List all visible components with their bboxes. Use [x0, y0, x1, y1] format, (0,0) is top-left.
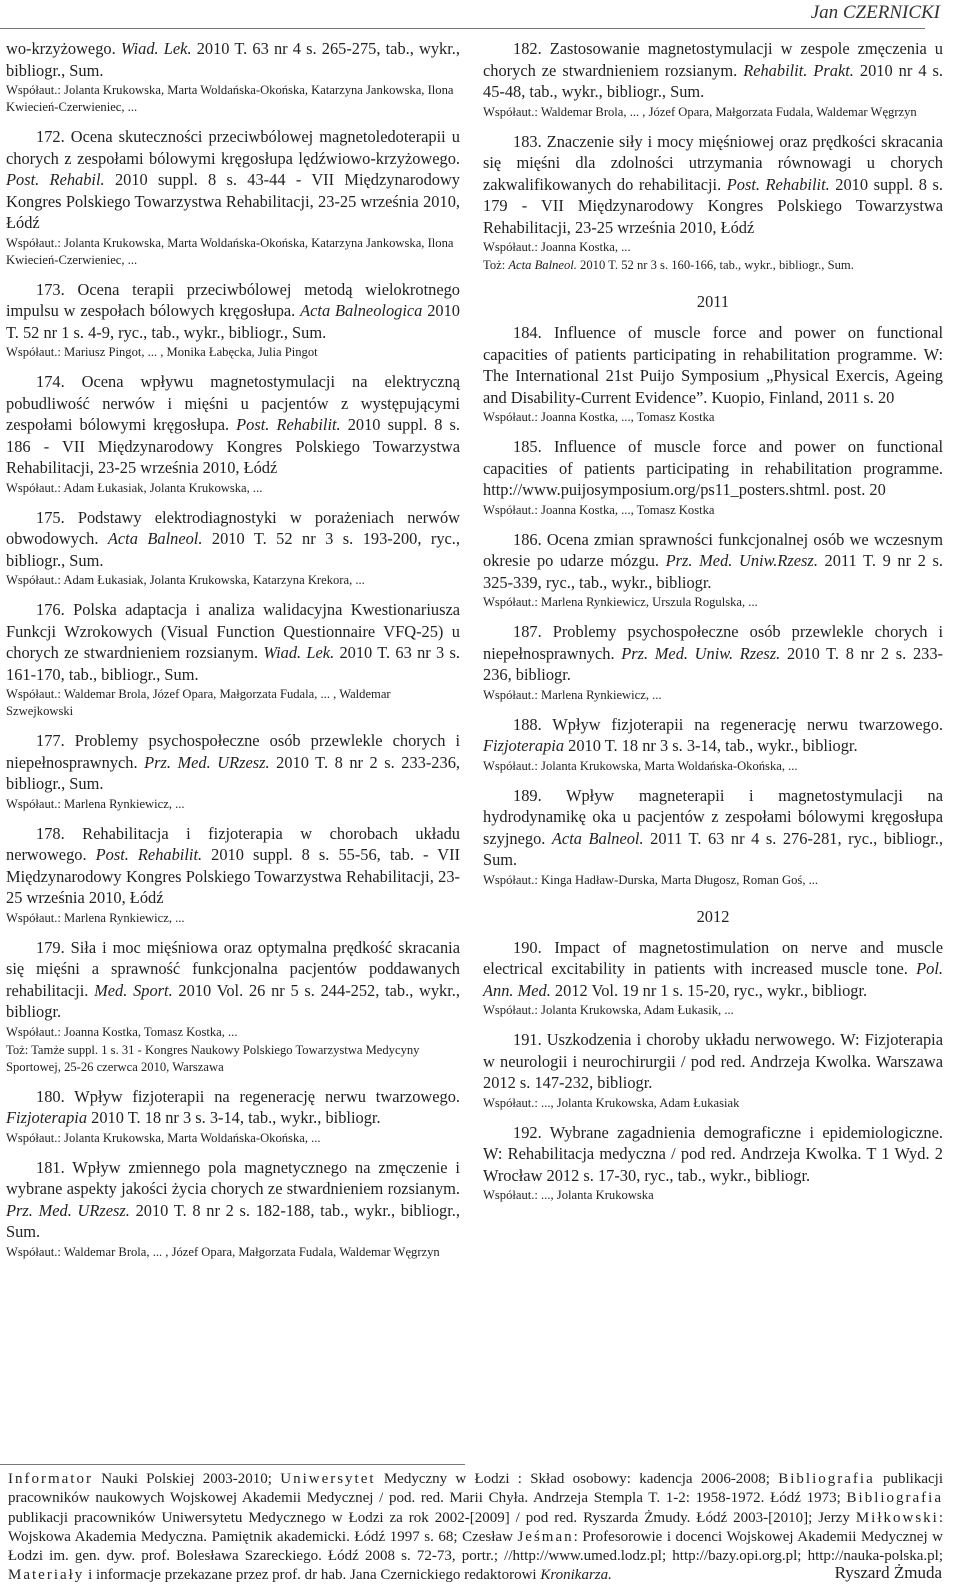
entry-coauthors: Współaut.: Mariusz Pingot, ... , Monika Łabęcka, Julia Pingot — [6, 345, 318, 359]
entry-journal: Acta Balneologica — [300, 301, 423, 320]
bibliography-entry — [483, 714, 943, 785]
entry-coauthors: Współaut.: Joanna Kostka, ..., Tomasz Kostka — [483, 502, 715, 517]
bibliography-entry — [6, 507, 460, 600]
entry-coauthors: Współaut.: ..., Jolanta Krukowska — [483, 1188, 654, 1202]
bibliography-entry — [483, 38, 943, 131]
entry-journal: Post. Rehabilit. — [236, 415, 341, 434]
entry-journal: Acta Balneol. — [107, 529, 203, 548]
entry-citation — [6, 1157, 460, 1243]
right-column — [483, 38, 943, 1214]
entry-citation — [483, 785, 943, 871]
entry-details: 2010 T. 52 nr 3 s. 193-200, ryc., bibliogr., Sum. — [6, 529, 461, 570]
entry-journal: Prz. Med. Uniw. Rzesz. — [621, 643, 781, 663]
bibliography-entry — [483, 937, 943, 1030]
entry-coauthors: Współaut.: Marlena Rynkiewicz, Urszula Rogulska, ... — [483, 595, 758, 609]
entry-citation — [6, 937, 460, 1023]
entry-coauthors: Współaut.: Joanna Kostka, ... — [483, 240, 631, 254]
entry-details: 2010 T. 63 nr 4 s. 265-275, tab., wykr., bibliogr., Sum. — [6, 39, 460, 80]
entry-journal: Fizjoterapia — [6, 1108, 88, 1127]
fn-part: Bibliografia — [778, 1471, 875, 1487]
entry-coauthors: Współaut.: Marlena Rynkiewicz, ... — [6, 910, 185, 925]
header-rule — [0, 28, 925, 29]
entry-title: 181. Wpływ zmiennego pola magnetycznego na zmęczenie i wybrane aspekty jakości życia chorych ze stwardnieniem rozsianym. — [6, 1157, 460, 1198]
bibliography-entry — [483, 131, 943, 285]
entry-title: 182. Zastosowanie magnetostymulacji w zespole zmęczenia u chorych ze stwardnieniem rozsianym. — [483, 39, 943, 80]
entry-citation — [483, 436, 943, 501]
entry-title: 179. Siła i moc mięśniowa oraz optymalna prędkość skracania się mięśni a sprawność funkcjonalna pacjentów poddawanych rehabilitacji. — [6, 937, 460, 1000]
entry-citation — [6, 279, 460, 344]
entry-details: 2010 suppl. 8 s. 186 - VII Międzynarodowy Kongres Polskiego Towarzystwa Rehabilitacji, 23-25 września 2010, Łódź — [6, 415, 460, 477]
entry-title: 183. Znaczenie siły i mocy mięśniowej oraz prędkości skracania się mięśni dla zdolności utrzymania równowagi u chorych zakwalifikowanych do rehabilitacji. — [483, 131, 943, 194]
fn-part: : Profesorowie i docenci Wojskowej Akademii Medycznej w Łodzi im. gen. dyw. prof. Bolesława Szareckiego. Łódź 2008 s. 72-73, portr.; //http://www.umed.lodz.pl; http://bazy.opi.org.pl; http://nauka-polska.pl; — [8, 1528, 943, 1565]
entry-title: wo-krzyżowego. — [6, 39, 121, 58]
entry-coauthors: Współaut.: Jolanta Krukowska, Marta Woldańska-Okońska, Katarzyna Jankowska, Ilona Kwiecień-Czerwieniec, ... — [6, 235, 454, 267]
fn-part: Kronikarza. — [540, 1567, 612, 1584]
fn-part: : Wojskowa Akademia Medyczna. Pamiętnik akademicki. Łódź 1997 s. 68; Czesław — [8, 1509, 943, 1545]
entry-citation — [483, 529, 943, 594]
entry-citation — [483, 714, 943, 757]
entry-title: 184. Influence of muscle force and power on functional capacities of patients participating in rehabilitation programme. W: The International 21st Puijo Symposium „Physical Exercis, Ageing and Disability-Current Evidence”. Kuopio, Finland, 2011 s. 20 — [483, 323, 943, 407]
fn-part: publikacji pracowników Uniwersytetu Medycznego w Łodzi za rok 2002-[2009] / pod red. Ryszarda Żmudy. Łódź 2003-[2010]; Jerzy — [8, 1509, 856, 1526]
entry-journal: Prz. Med. URzesz. — [144, 752, 270, 772]
entry-details: 2010 suppl. 8 s. 55-56, tab. - VII Międzynarodowy Kongres Polskiego Towarzystwa Rehabilitacji, 23-25 września 2010, Łódź — [6, 845, 460, 907]
entry-citation — [6, 126, 460, 234]
fn-part: Nauki Polskiej 2003-2010; — [92, 1471, 281, 1487]
entry-journal: Med. Sport. — [94, 980, 173, 1000]
entry-citation — [6, 823, 460, 909]
entry-coauthors: Współaut.: Jolanta Krukowska, Marta Woldańska-Okońska, ... — [483, 758, 798, 773]
entry-coauthors: Współaut.: Marlena Rynkiewicz, ... — [6, 796, 185, 811]
fn-part: Uniwersytet — [280, 1471, 376, 1487]
entry-citation — [483, 1029, 943, 1094]
entry-citation — [483, 621, 943, 686]
bibliography-entry — [6, 937, 460, 1086]
bibliography-entry — [483, 529, 943, 622]
year-heading: 2011 — [696, 292, 730, 311]
left-column — [6, 38, 460, 1271]
entry-coauthors: Współaut.: Marlena Rynkiewicz, ... — [483, 687, 662, 702]
fn-part: Medyczny w Łodzi : Skład osobowy: kadencja 2006-2008; — [375, 1471, 779, 1487]
entry-journal: Post. Rehabilit. — [95, 845, 203, 864]
entry-citation — [483, 1122, 943, 1187]
entry-reprint-note — [483, 257, 943, 274]
entry-title: 176. Polska adaptacja i analiza walidacyjna Kwestionariusza Funkcji Wzrokowych (Visual Function Questionnaire VFQ-25) u chorych ze stwardnieniem rozsianym. — [6, 600, 460, 662]
entry-details: 2012 Vol. 19 nr 1 s. 15-20, ryc., wykr., bibliogr. — [550, 980, 868, 1000]
entry-coauthors: Współaut.: ..., Jolanta Krukowska, Adam Łukasiak — [483, 1095, 740, 1110]
entry-title: 190. Impact of magnetostimulation on nerve and muscle electrical excitability in patients with increased muscle tone. — [483, 937, 943, 978]
entry-details: 2010 T. 52 nr 1 s. 4-9, ryc., tab., wykr., bibliogr., Sum. — [6, 301, 461, 342]
entry-coauthors: Współaut.: Jolanta Krukowska, Marta Woldańska-Okońska, Katarzyna Jankowska, Ilona Kwiecień-Czerwieniec, ... — [6, 83, 454, 114]
entry-reprint-note: Toż: Tamże suppl. 1 s. 31 - Kongres Naukowy Polskiego Towarzystwa Medycyny Sportowej, 25-26 czerwca 2010, Warszawa — [6, 1042, 420, 1074]
entry-journal: Fizjoterapia — [483, 736, 565, 755]
footnote-rule — [0, 1464, 465, 1465]
fn-part: Materiały — [8, 1567, 85, 1584]
entry-details: 2010 T. 8 nr 2 s. 182-188, tab., wykr., bibliogr., Sum. — [6, 1200, 460, 1241]
entry-citation — [6, 38, 460, 81]
fn-part: i informacje przekazane przez prof. dr hab. Jana Czernickiego redaktorowi — [84, 1567, 541, 1584]
entry-citation — [483, 38, 943, 103]
entry-journal: Acta Balneol. — [551, 828, 644, 848]
entry-title: 189. Wpływ magneterapii i magnetostymulacji na hydrodynamikę oka u pacjentów z zespołami bólowymi kręgosłupa szyjnego. — [483, 785, 943, 848]
bibliography-entry — [6, 126, 460, 279]
bibliography-entry — [483, 436, 943, 529]
reprint-journal: Acta Balneol. — [508, 258, 577, 272]
entry-coauthors: Współaut.: Jolanta Krukowska, Marta Woldańska-Okońska, ... — [6, 1130, 321, 1145]
bibliography-entry — [483, 1122, 943, 1215]
reprint-details: 2010 T. 52 nr 3 s. 160-166, tab., wykr., bibliogr., Sum. — [576, 258, 854, 272]
entry-journal: Post. Rehabilit. — [726, 174, 830, 194]
entry-title: 174. Ocena wpływu magnetostymulacji na elektryczną pobudliwość nerwów i mięśni u pacjentów z występującymi zespołami bólowymi kręgosłupa. — [6, 372, 460, 434]
entry-journal: Rehabilit. Prakt. — [743, 60, 854, 80]
entry-journal: Post. Rehabil. — [6, 170, 105, 189]
entry-coauthors: Współaut.: Waldemar Brola, ... , Józef Opara, Małgorzata Fudala, Waldemar Węgrzyn — [6, 1244, 440, 1259]
reprint-prefix: Toż: — [483, 258, 509, 272]
fn-part: Miłkowski — [855, 1509, 939, 1526]
bibliography-entry — [6, 823, 460, 937]
entry-coauthors: Współaut.: Joanna Kostka, Tomasz Kostka, ... — [6, 1024, 238, 1039]
entry-coauthors: Współaut.: Adam Łukasiak, Jolanta Krukowska, Katarzyna Krekora, ... — [6, 573, 365, 587]
entry-journal: Wiad. Lek. — [263, 643, 335, 662]
entry-citation — [6, 599, 460, 685]
entry-journal: Wiad. Lek. — [120, 39, 192, 58]
entry-coauthors: Współaut.: Waldemar Brola, Józef Opara, Małgorzata Fudala, ... , Waldemar Szwejkowski — [6, 687, 391, 718]
entry-title: 173. Ocena terapii przeciwbólowej metodą wielokrotnego impulsu w zespołach bólowych kręgosłupa. — [6, 279, 460, 320]
entry-title: 186. Ocena zmian sprawności funkcjonalnej osób we wczesnym okresie po udarze mózgu. — [483, 529, 943, 570]
entry-title: 191. Uszkodzenia i choroby układu nerwowego. W: Fizjoterapia w neurologii i neurochirurgii / pod red. Andrzeja Kwolka. Warszawa 2012 s. 147-232, bibliogr. — [483, 1030, 943, 1092]
fn-part: publikacji pracowników naukowych Wojskowej Akademii Medycznej / pod. red. Marii Chyła. Andrzeja Stempla T. 1-2: 1958-1972. Łódź 1973; — [8, 1471, 943, 1507]
entry-journal: Prz. Med. URzesz. — [6, 1200, 130, 1220]
entry-citation — [6, 1086, 460, 1129]
entry-title: 188. Wpływ fizjoterapii na regenerację nerwu twarzowego. — [513, 714, 943, 734]
entry-title: 177. Problemy psychospołeczne osób przewlekle chorych i niepełnosprawnych. — [6, 731, 460, 772]
entry-citation — [6, 507, 460, 572]
entry-coauthors: Współaut.: Jolanta Krukowska, Adam Łukasik, ... — [483, 1003, 734, 1017]
entry-coauthors: Współaut.: Adam Łukasiak, Jolanta Krukowska, ... — [6, 480, 263, 495]
entry-details: 2010 suppl. 8 s. 179 - VII Międzynarodowy Kongres Polskiego Towarzystwa Rehabilitacji, 23-25 września 2010, Łódź — [483, 174, 943, 237]
entry-journal: Pol. Ann. Med. — [483, 959, 943, 1000]
entry-coauthors: Współaut.: Joanna Kostka, ..., Tomasz Kostka — [483, 410, 715, 424]
entry-title: 178. Rehabilitacja i fizjoterapia w chorobach układu nerwowego. — [6, 823, 460, 864]
entry-title: 192. Wybrane zagadnienia demograficzne i epidemiologiczne. W: Rehabilitacja medyczna / pod red. Andrzeja Kwolka. T 1 Wyd. 2 Wrocław 2012 s. 17-30, ryc., tab., wykr., bibliogr. — [483, 1122, 943, 1185]
entry-citation — [483, 131, 943, 239]
bibliography-entry — [6, 1086, 460, 1157]
fn-part: Jeśman — [517, 1528, 574, 1545]
bibliography-entry — [483, 1029, 943, 1122]
entry-citation — [6, 371, 460, 479]
entry-details: 2010 nr 4 s. 45-48, tab., wykr., bibliogr., Sum. — [483, 60, 944, 101]
entry-title: 172. Ocena skuteczności przeciwbólowej magnetoledoterapii u chorych z zespołami bólowymi kręgosłupa lędźwiowo-krzyżowego. — [6, 127, 460, 168]
bibliography-entry — [483, 785, 943, 899]
fn-part: Informator — [8, 1471, 93, 1487]
bibliography-entry — [483, 322, 943, 436]
signature: Ryszard Żmuda — [834, 1563, 942, 1582]
entry-coauthors: Współaut.: Kinga Hadław-Durska, Marta Długosz, Roman Goś, ... — [483, 872, 819, 887]
entry-title: 180. Wpływ fizjoterapii na regenerację nerwu twarzowego. — [36, 1086, 460, 1106]
entry-details: 2010 T. 18 nr 3 s. 3-14, tab., wykr., bibliogr. — [564, 736, 858, 755]
entry-citation — [483, 322, 943, 408]
entry-details: 2011 T. 9 nr 2 s. 325-339, ryc., tab., wykr., bibliogr. — [483, 551, 944, 592]
bibliography-entry — [6, 38, 460, 126]
bibliography-entry — [6, 371, 460, 507]
entry-citation — [483, 937, 943, 1002]
entry-details: 2010 T. 8 nr 2 s. 233-236, bibliogr., Sum. — [6, 752, 460, 793]
entry-title: 185. Influence of muscle force and power on functional capacities of patients participating in rehabilitation programme. http://www.puijosymposium.org/ps11_posters.shtml. post. 20 — [483, 437, 943, 499]
running-head: Jan CZERNICKI — [810, 2, 940, 23]
entry-details: 2010 Vol. 26 nr 5 s. 244-252, tab., wykr., bibliogr. — [6, 980, 460, 1021]
bibliography-entry — [6, 279, 460, 372]
entry-details: 2011 T. 63 nr 4 s. 276-281, ryc., bibliogr., Sum. — [483, 828, 943, 869]
bibliography-entry — [6, 599, 460, 730]
entry-details: 2010 T. 18 nr 3 s. 3-14, tab., wykr., bibliogr. — [87, 1108, 381, 1127]
entry-title: 187. Problemy psychospołeczne osób przewlekle chorych i niepełnosprawnych. — [483, 622, 943, 663]
entry-title: 175. Podstawy elektrodiagnostyki w porażeniach nerwów obwodowych. — [6, 507, 460, 548]
entry-citation — [6, 730, 460, 795]
entry-coauthors: Współaut.: Waldemar Brola, ... , Józef Opara, Małgorzata Fudala, Waldemar Węgrzyn — [483, 104, 917, 119]
entry-details: 2010 suppl. 8 s. 43-44 - VII Międzynarodowy Kongres Polskiego Towarzystwa Rehabilitacji, 23-25 września 2010, Łódź — [6, 170, 460, 232]
year-heading: 2012 — [696, 906, 730, 926]
bibliography-entry — [6, 1157, 460, 1271]
entry-journal: Prz. Med. Uniw.Rzesz. — [665, 551, 818, 570]
footnote-sources — [8, 1470, 943, 1586]
entry-details: 2010 T. 63 nr 3 s. 161-170, tab., bibliogr., Sum. — [6, 643, 460, 684]
bibliography-entry — [483, 621, 943, 714]
bibliography-entry — [6, 730, 460, 823]
fn-part: Bibliografia — [846, 1490, 943, 1507]
entry-details: 2010 T. 8 nr 2 s. 233-236, bibliogr. — [483, 643, 943, 684]
